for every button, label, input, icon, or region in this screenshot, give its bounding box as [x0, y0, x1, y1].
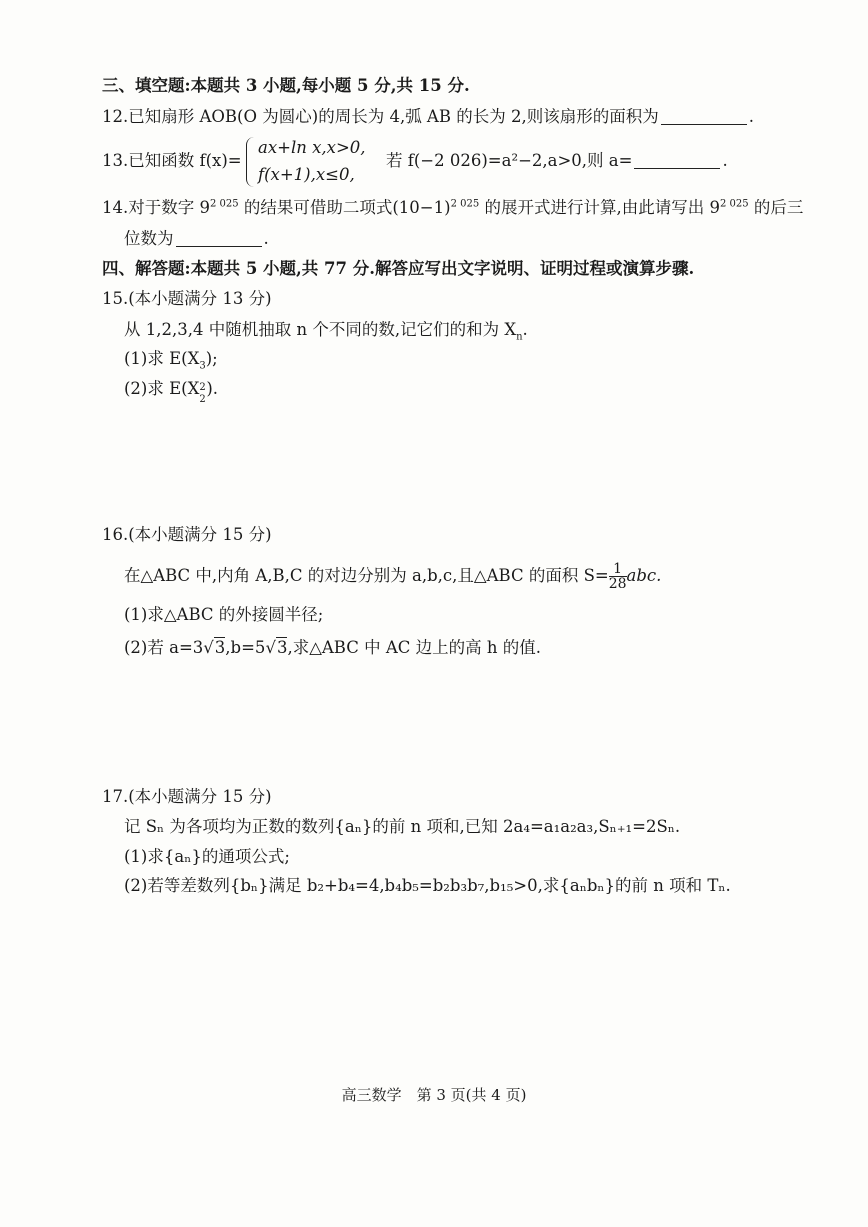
question-17-part2: (2)若等差数列{bₙ}满足 b₂+b₄=4,b₄b₅=b₂b₃b₇,b₁₅>0,求{aₙbₙ}的前 n 项和 Tₙ.: [124, 876, 731, 895]
page-footer: 高三数学 第 3 页(共 4 页): [341, 1086, 527, 1104]
question-16-title: 16.(本小题满分 15 分): [102, 525, 272, 544]
question-15-part1: (1)求 $E(X_3)$;: [124, 349, 218, 372]
area-fraction: $\frac{1}{28}$: [608, 561, 627, 592]
question-13-case1: ax+ln x,x>0,: [258, 138, 366, 157]
question-15-stem: 从 1,2,3,4 中随机抽取 n 个不同的数,记它们的和为 $X_n$.: [124, 320, 528, 343]
question-17-part1: (1)求{aₙ}的通项公式;: [124, 847, 290, 866]
question-13-case2: f(x+1),x≤0,: [258, 165, 355, 184]
question-16-stem: 在△ABC 中,内角 A,B,C 的对边分别为 a,b,c,且△ABC 的面积 S= $\frac{1}{28}$ abc.: [124, 561, 662, 592]
section-4-heading: 四、解答题:本题共 5 小题,共 77 分.解答应写出文字说明、证明过程或演算步骤.: [102, 259, 695, 278]
answer-blank-13: [634, 167, 720, 169]
question-16-part1: (1)求△ABC 的外接圆半径;: [124, 605, 324, 624]
question-13-lead: 13.已知函数 f(x)=: [102, 151, 242, 170]
question-12-text: 12.已知扇形 AOB(O 为圆心)的周长为 4,弧 AB 的长为 2,则该扇形的面积为: [102, 107, 659, 126]
question-17-title: 17.(本小题满分 15 分): [102, 787, 272, 806]
question-14-line1: 14.对于数字 $9^{2 025}$ 的结果可借助二项式$(10-1)^{2 025}$ 的展开式进行计算,由此请写出 $9^{2 025}$ 的后三: [102, 198, 804, 217]
answer-blank-14: [176, 245, 262, 247]
question-17-stem: 记 Sₙ 为各项均为正数的数列{aₙ}的前 n 项和,已知 2a₄=a₁a₂a₃,Sₙ₊₁=2Sₙ.: [124, 817, 681, 836]
section-3-heading: 三、填空题:本题共 3 小题,每小题 5 分,共 15 分.: [102, 76, 470, 95]
question-15-part2: (2)求 E(X 2 2 ).: [124, 379, 219, 405]
question-14-line2: 位数为 .: [124, 229, 269, 248]
question-12: 12.已知扇形 AOB(O 为圆心)的周长为 4,弧 AB 的长为 2,则该扇形的面积为 .: [102, 107, 754, 126]
question-15-title: 15.(本小题满分 13 分): [102, 289, 272, 308]
answer-blank-12: [661, 123, 747, 125]
question-13-tail: 若 f(−2 026)=a²−2,a>0,则 a= .: [386, 151, 728, 170]
question-16-part2: (2)若 a=3√3,b=5√3,求△ABC 中 AC 边上的高 h 的值.: [124, 638, 541, 657]
piecewise-brace: [246, 137, 257, 187]
